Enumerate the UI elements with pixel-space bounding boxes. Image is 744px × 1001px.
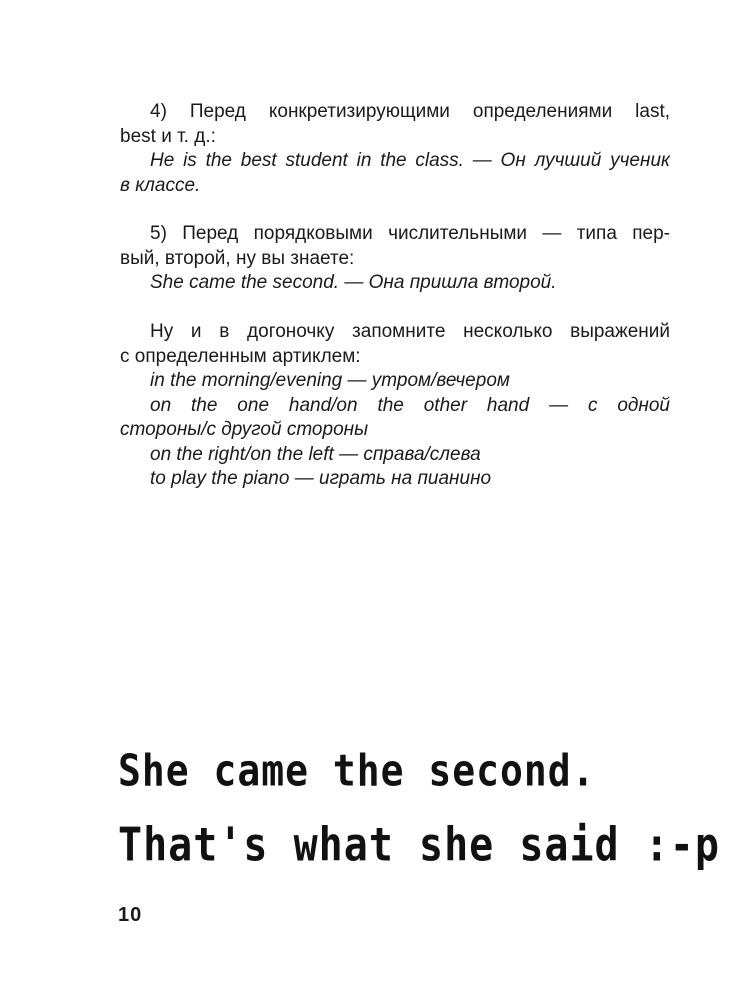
- expressions-intro-line-2: с определенным артиклем:: [120, 345, 361, 367]
- item-4-example-line-1: He is the best student in the class. — Он лучший ученик: [150, 150, 670, 171]
- item-5-text-line-1: 5) Перед порядковыми числительными — типа пер-: [150, 223, 670, 244]
- page-number: 10: [118, 904, 143, 926]
- expressions-block: [120, 320, 670, 492]
- expression-2-line-1: on the one hand/on the other hand — с одной: [150, 394, 670, 416]
- item-4-block: [120, 100, 670, 198]
- expression-2-line-2: стороны/с другой стороны: [120, 419, 369, 440]
- expression-4: to play the piano — играть на пианино: [150, 468, 492, 489]
- item-4-text-line-2: best и т. д.:: [120, 125, 216, 147]
- item-5-block: [120, 222, 670, 296]
- expression-3: on the right/on the left — справа/слева: [150, 443, 481, 465]
- expression-1: in the morning/evening — утром/вечером: [150, 370, 510, 391]
- handwritten-line-2: That's what she said :-p: [118, 819, 720, 872]
- item-5-text-line-2: вый, второй, ну вы знаете:: [120, 247, 355, 269]
- handwritten-line-1: She came the second.: [118, 745, 596, 796]
- expressions-intro-line-1: Ну и в догоночку запомните несколько выражений: [150, 321, 670, 342]
- item-4-text-line-1: 4) Перед конкретизирующими определениями last,: [150, 101, 670, 122]
- item-4-example-line-2: в классе.: [120, 174, 201, 196]
- item-5-example: She came the second. — Она пришла второй.: [150, 272, 557, 293]
